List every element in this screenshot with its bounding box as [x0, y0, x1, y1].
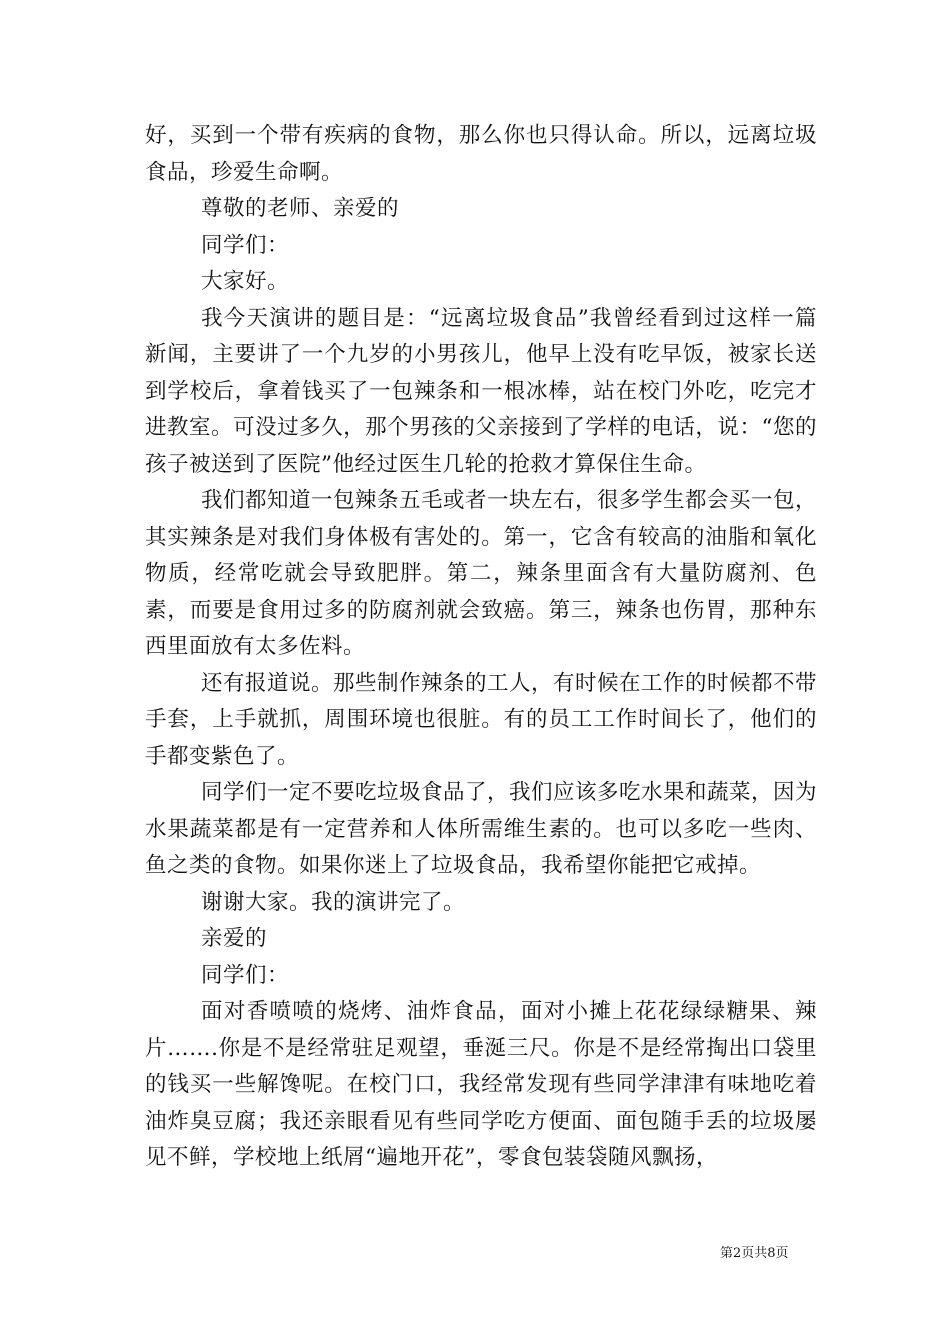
paragraph-4: 大家好。	[201, 269, 290, 294]
page-number-footer: 第2页共8页	[720, 1246, 789, 1261]
paragraph-1: 好，买到一个带有疾病的食物，那么你也只得认命。所以，远离垃圾食品，珍爱生命啊。	[145, 123, 817, 185]
paragraph-12: 面对香喷喷的烧烤、油炸食品，面对小摊上花花绿绿糖果、辣片…….你是不是经常驻足观望，垂涎三尺。你是不是经常掏出口袋里的钱买一些解馋呢。在校门口，我经常发现有些同学津津有味地吃着油炸臭豆腐；我还亲眼看见有些同学吃方便面、面包随手丢的垃圾屡见不鲜，学校地上纸屑“遍地开花”，零食包装袋随风飘扬，	[145, 999, 817, 1170]
paragraph-6: 我们都知道一包辣条五毛或者一块左右，很多学生都会买一包，其实辣条是对我们身体极有害处的。第一，它含有较高的油脂和氧化物质，经常吃就会导致肥胖。第二，辣条里面含有大量防腐剂、色素，而要是食用过多的防腐剂就会致癌。第三，辣条也伤胃，那种东西里面放有太多佐料。	[145, 488, 818, 659]
document-body	[145, 118, 817, 1177]
paragraph-10: 亲爱的	[201, 926, 268, 951]
paragraph-11: 同学们：	[201, 962, 290, 988]
paragraph-2: 尊敬的老师、亲爱的	[201, 196, 400, 221]
paragraph-7: 还有报道说。那些制作辣条的工人，有时候在工作的时候都不带手套，上手就抓，周围环境也很脏。有的员工工作时间长了，他们的手都变紫色了。	[145, 670, 818, 769]
paragraph-9: 谢谢大家。我的演讲完了。	[201, 889, 466, 915]
paragraph-3: 同学们：	[201, 232, 290, 258]
paragraph-8: 同学们一定不要吃垃圾食品了，我们应该多吃水果和蔬菜，因为水果蔬菜都是有一定营养和人体所需维生素的。也可以多吃一些肉、鱼之类的食物。如果你迷上了垃圾食品，我希望你能把它戒掉。	[145, 780, 818, 878]
paragraph-5: 我今天演讲的题目是：“远离垃圾食品”我曾经看到过这样一篇新闻，主要讲了一个九岁的小男孩儿，他早上没有吃早饭，被家长送到学校后，拿着钱买了一包辣条和一根冰棒，站在校门外吃，吃完才进教室。可没过多久，那个男孩的父亲接到了学样的电话，说：“您的孩子被送到了医院”他经过医生几轮的抢救才算保住生命。	[145, 305, 817, 477]
